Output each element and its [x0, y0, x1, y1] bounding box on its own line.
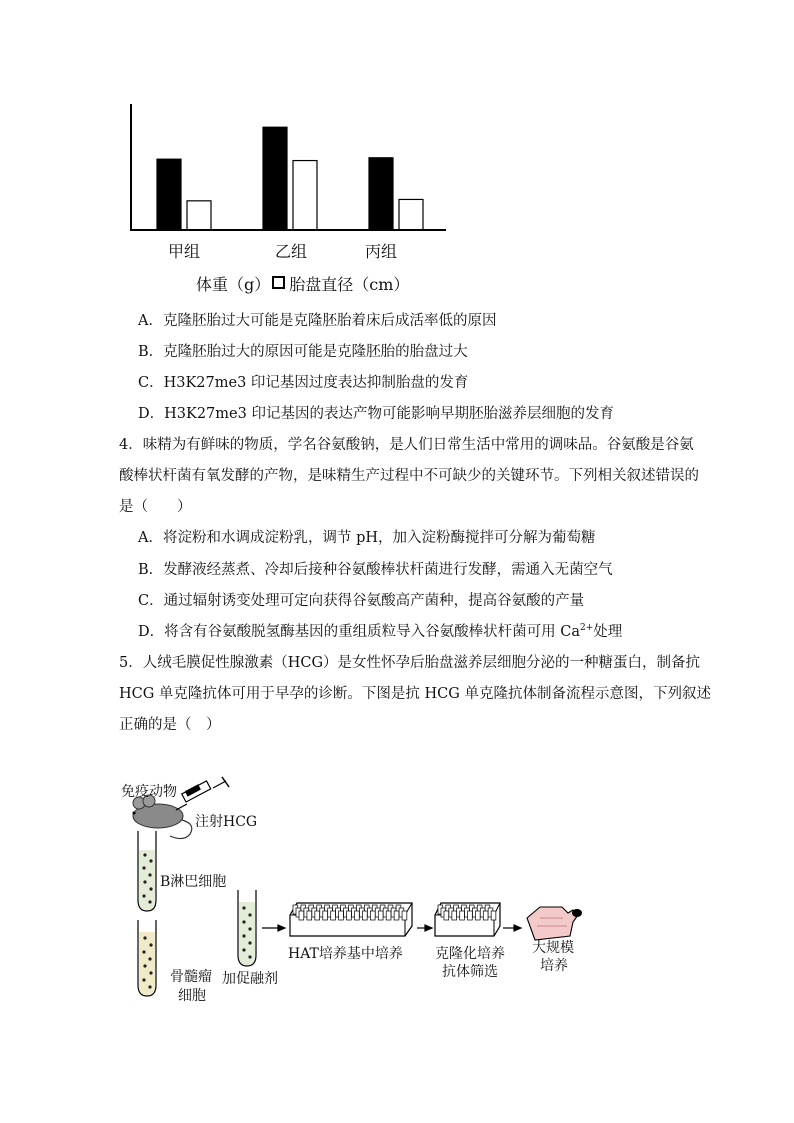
plate-well — [460, 911, 465, 920]
plate-well — [452, 911, 457, 920]
q4-option-d-superscript: 2+ — [579, 623, 594, 634]
q4-stem-line-2: 酸棒状杆菌有氧发酵的产物，是味精生产过程中不可缺少的关键环节。下列相关叙述错误的 — [119, 468, 699, 484]
legend-diameter: 胎盘直径（cm） — [289, 275, 410, 294]
q4-stem-line-1: 4．味精为有鲜味的物质，学名谷氨酸钠，是人们日常生活中常用的调味品。谷氨酸是谷氨 — [119, 437, 694, 453]
myeloma-label-1: 骨髓瘤 — [170, 969, 212, 985]
q4-option-d-text: D．将含有谷氨酸脱氢酶基因的重组质粒导入谷氨酸棒状杆菌可用 Ca — [138, 624, 580, 640]
q4-option-c: C．通过辐射诱变处理可定向获得谷氨酸高产菌种，提高谷氨酸的产量 — [138, 593, 585, 609]
plate-well — [299, 911, 304, 920]
clone-plate-icon — [435, 903, 500, 936]
plate-well — [339, 911, 344, 920]
plate-well — [355, 911, 360, 920]
syringe-icon — [176, 777, 229, 810]
plate-well — [394, 911, 399, 920]
bar-weight-2 — [263, 127, 287, 230]
inject-hcg-label: 注射HCG — [195, 814, 258, 830]
bar-weight-3 — [369, 158, 393, 230]
plate-well — [386, 911, 391, 920]
category-label-jia: 甲组 — [168, 242, 201, 261]
plate-well — [491, 911, 496, 920]
hat-culture-label: HAT培养基中培养 — [288, 946, 403, 962]
q4-stem-line-3: 是（ ） — [119, 499, 192, 515]
q4-option-d-tail: 处理 — [593, 624, 623, 640]
plate-well — [402, 911, 407, 920]
q3-option-b: B．克隆胚胎过大的原因可能是克隆胚胎的胎盘过大 — [138, 344, 468, 360]
culture-flask-icon — [527, 907, 582, 940]
myeloma-label-2: 细胞 — [178, 988, 206, 1004]
q5-stem-line-1: 5．人绒毛膜促性腺激素（HCG）是女性怀孕后胎盘滋养层细胞分泌的一种糖蛋白，制备抗 — [119, 655, 701, 671]
q5-stem-line-3: 正确的是（ ） — [119, 717, 221, 733]
q4-option-d — [138, 622, 622, 642]
immune-animal-label: 免疫动物 — [121, 784, 177, 800]
bar-placenta-3 — [399, 199, 423, 230]
bar-placenta-2 — [293, 161, 317, 230]
plate-well — [347, 911, 352, 920]
hat-plate-icon — [290, 903, 412, 936]
fusion-agent-label: 加促融剂 — [222, 971, 278, 987]
plate-well — [444, 911, 449, 920]
plate-well — [362, 911, 367, 920]
bar-weight-1 — [157, 159, 181, 230]
plate-well — [331, 911, 336, 920]
plate-well — [475, 911, 480, 920]
bar-placenta-1 — [187, 201, 211, 230]
q5-stem-line-2: HCG 单克隆抗体可用于早孕的诊断。下图是抗 HCG 单克隆抗体制备流程示意图，下列叙述 — [119, 686, 711, 702]
q3-option-d: D．H3K27me3 印记基因的表达产物可能影响早期胚胎滋养层细胞的发育 — [138, 406, 614, 422]
fusion-tube-icon — [238, 890, 256, 966]
plate-well — [483, 911, 488, 920]
category-label-yi: 乙组 — [275, 242, 308, 261]
category-label-bing: 丙组 — [365, 242, 398, 261]
plate-well — [378, 911, 383, 920]
antibody-flow-diagram — [0, 760, 794, 1020]
chart-legend — [196, 272, 409, 295]
myeloma-tube-icon — [138, 920, 156, 996]
legend-box-icon — [272, 276, 285, 289]
b-cell-tube-icon — [138, 831, 156, 911]
q3-option-c: C．H3K27me3 印记基因过度表达抑制胎盘的发育 — [138, 375, 469, 391]
plate-well — [315, 911, 320, 920]
q4-option-a: A．将淀粉和水调成淀粉乳，调节 pH，加入淀粉酶搅拌可分解为葡萄糖 — [138, 530, 596, 546]
legend-weight: 体重（g） — [196, 275, 271, 294]
b-cell-label: B淋巴细胞 — [160, 874, 227, 890]
large-scale-label-2: 培养 — [540, 958, 568, 974]
antibody-screen-label: 抗体筛选 — [442, 964, 498, 980]
plate-well — [307, 911, 312, 920]
clone-culture-label: 克隆化培养 — [435, 946, 505, 962]
q3-option-a: A．克隆胚胎过大可能是克隆胚胎着床后成活率低的原因 — [138, 313, 497, 329]
plate-well — [370, 911, 375, 920]
plate-well — [323, 911, 328, 920]
q4-option-b: B．发酵液经蒸煮、冷却后接种谷氨酸棒状杆菌进行发酵，需通入无菌空气 — [138, 562, 613, 578]
plate-well — [468, 911, 473, 920]
large-scale-label-1: 大规模 — [532, 940, 574, 956]
